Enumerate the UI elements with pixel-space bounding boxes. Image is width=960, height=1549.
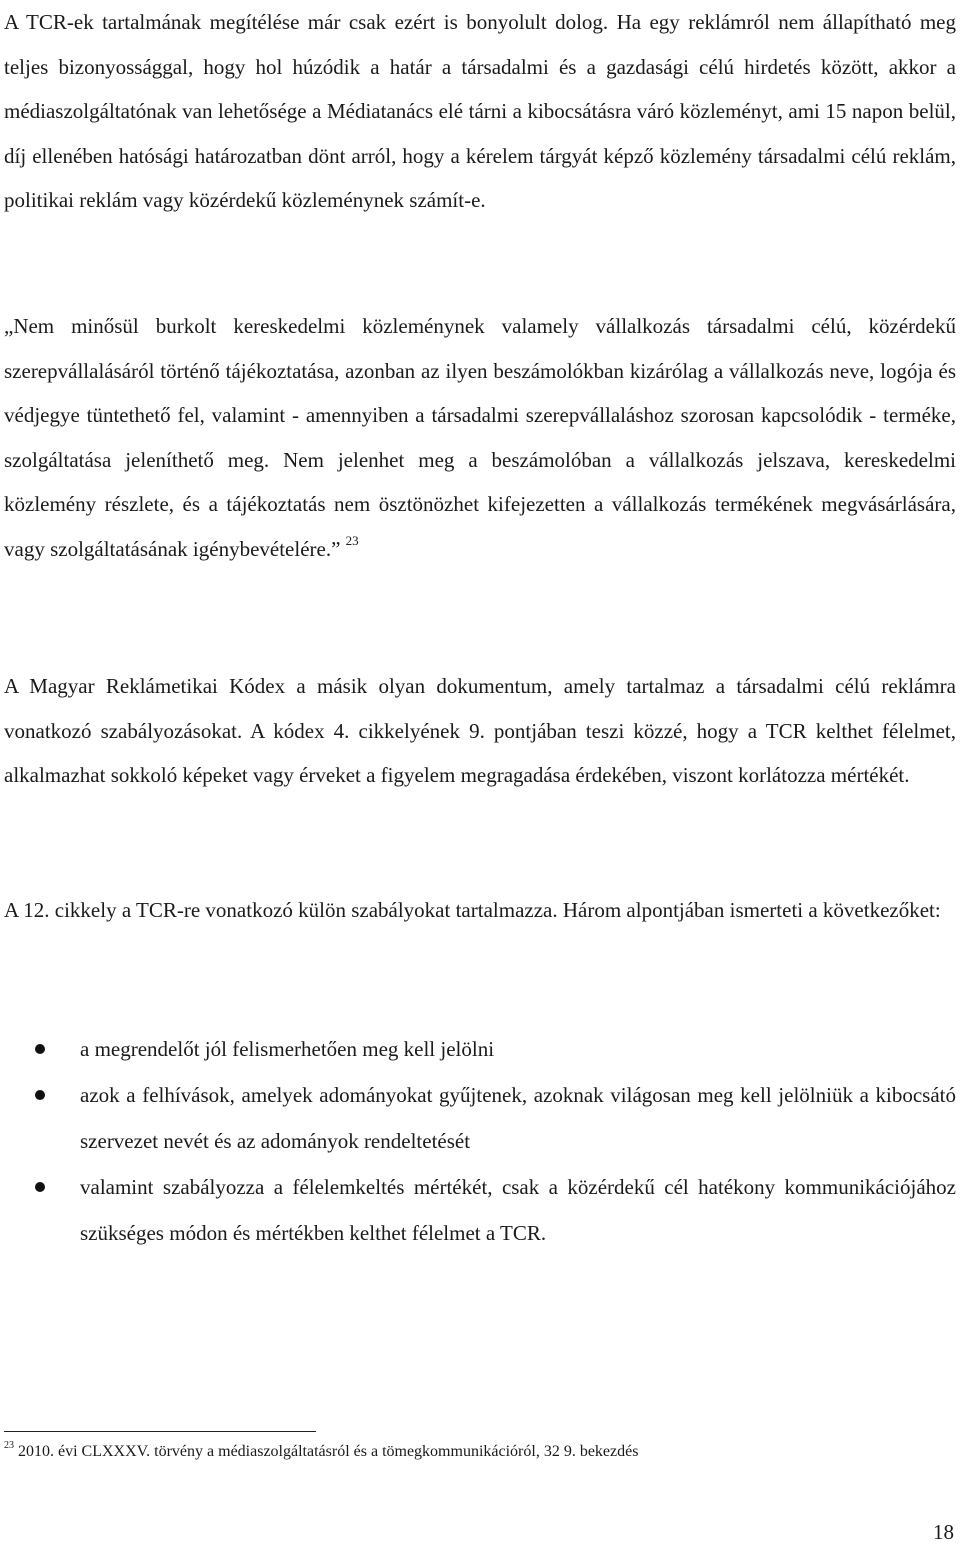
- list-item: [4, 1072, 956, 1164]
- list-item-text: a megrendelőt jól felismerhetően meg kell jelölni: [80, 1037, 495, 1061]
- footnote-text: 2010. évi CLXXXV. törvény a médiaszolgáltatásról és a tömegkommunikációról, 32 9. bekezdés: [14, 1443, 639, 1460]
- law-quote-text: „Nem minősül burkolt kereskedelmi közleménynek valamely vállalkozás társadalmi célú, közérdekű szerepvállalásáról történő tájékoztatása, azonban az ilyen beszámolókban kizárólag a vállalkozás neve, logója és védjegye tüntethető fel, valamint - amennyiben a társadalmi szerepvállaláshoz szorosan kapcsolódik - terméke, szolgáltatása jeleníthető meg. Nem jelenhet meg a beszámolóban a vállalkozás jelszava, kereskedelmi közlemény részlete, és a tájékoztatás nem ösztönözhet kifejezetten a vállalkozás termékének megvásárlására, vagy szolgáltatásának igénybevételére.”: [4, 314, 956, 561]
- paragraph-law-quote: [4, 304, 956, 572]
- footnote: [4, 1440, 904, 1464]
- paragraph-tcr-content: A TCR-ek tartalmának megítélése már csak ezért is bonyolult dolog. Ha egy reklámról nem állapítható meg teljes bizonyossággal, hogy hol húzódik a határ a társadalmi és a gazdasági célú hirdetés között, akkor a médiaszolgáltatónak van lehetősége a Médiatanács elé tárni a kibocsátásra váró közleményt, ami 15 napon belül, díj ellenében hatósági határozatban dönt arról, hogy a kérelem tárgyát képző közlemény társadalmi célú reklám, politikai reklám vagy közérdekű közleménynek számít-e.: [4, 10, 956, 213]
- bullet-icon: [35, 1044, 45, 1054]
- bullet-icon: [35, 1182, 45, 1192]
- footnote-reference[interactable]: 23: [345, 532, 359, 548]
- bullet-list: [4, 1026, 956, 1256]
- paragraph-code-of-ethics: A Magyar Reklámetikai Kódex a másik olyan dokumentum, amely tartalmaz a társadalmi célú reklámra vonatkozó szabályozásokat. A kódex 4. cikkelyének 9. pontjában teszi közzé, hogy a TCR kelthet félelmet, alkalmazhat sokkoló képeket vagy érveket a figyelem megragadása érdekében, viszont korlátozza mértékét.: [4, 674, 956, 788]
- bullet-icon: [35, 1090, 45, 1100]
- list-item-text: valamint szabályozza a félelemkeltés mértékét, csak a közérdekű cél hatékony kommunikációjához szükséges módon és mértékben kelthet félelmet a TCR.: [80, 1175, 956, 1245]
- list-item: [4, 1026, 956, 1072]
- footnote-divider: [4, 1431, 316, 1432]
- page-number: 18: [933, 1520, 954, 1544]
- list-item: [4, 1164, 956, 1256]
- footnote-number: 23: [4, 1440, 14, 1451]
- list-item-text: azok a felhívások, amelyek adományokat gyűjtenek, azoknak világosan meg kell jelölniük a kibocsátó szervezet nevét és az adományok rendeltetését: [80, 1083, 956, 1153]
- paragraph-article-12: A 12. cikkely a TCR-re vonatkozó külön szabályokat tartalmazza. Három alpontjában ismerteti a következőket:: [4, 898, 941, 922]
